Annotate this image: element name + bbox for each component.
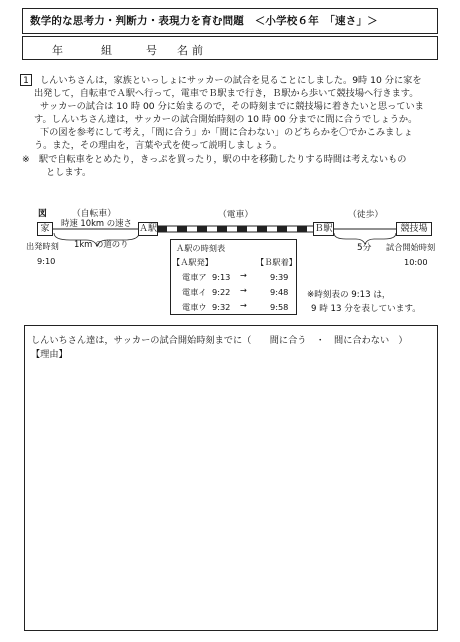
timetable-depart: 9:32 (212, 302, 231, 312)
number-label: 号 (146, 44, 157, 57)
arrow-right-icon: → (240, 285, 247, 295)
timetable-depart: 9:22 (212, 287, 231, 297)
class-label: 組 (101, 44, 112, 57)
question-line-5: 下の図を参考にして考え，「間に合う」か「間に合わない」のどちらかを〇でかこみましょ (40, 127, 413, 138)
page-title: 数学的な思考力・判断力・表現力を育む問題 ＜小学校６年 「速さ」＞ (30, 15, 378, 27)
timetable-col-arrive: 【Ｂ駅着】 (256, 257, 297, 267)
question-line-1: しんいちさんは，家族といっしょにサッカーの試合を見ることにしました。9時 10 分に家を (40, 75, 422, 86)
home-box: 家 (37, 222, 53, 236)
stadium-box: 競技場 (396, 222, 432, 236)
timetable-arrive: 9:48 (270, 287, 289, 297)
arrow-right-icon: → (240, 300, 247, 310)
reason-label: 【理由】 (31, 349, 68, 360)
timetable-col-depart: 【Ａ駅発】 (172, 257, 213, 267)
question-line-4: す。しんいちさん達は，サッカーの試合開始時刻の 10 時 00 分までに間に合うでしょうか。 (34, 114, 418, 125)
timetable-depart: 9:13 (212, 272, 231, 282)
timetable-arrive: 9:58 (270, 302, 289, 312)
bike-title: （自転車） (72, 209, 116, 219)
question-number: 1 (20, 74, 32, 86)
station-a-box: Ａ駅 (139, 224, 158, 234)
note-line-1: ※ 駅で自転車をとめたり，きっぷを買ったり，駅の中を移動したりする時間は考えないもの (22, 154, 407, 165)
depart-label: 出発時刻 (26, 241, 59, 251)
arrow-right-icon: → (240, 270, 247, 280)
timetable-title: Ａ駅の時刻表 (176, 243, 226, 253)
timetable-train: 電車ウ (182, 302, 207, 312)
figure-label: 図 (38, 209, 47, 219)
walk-time: 5分 (357, 243, 372, 253)
question-line-2: 出発して，自転車でＡ駅へ行って，電車でＢ駅まで行き，Ｂ駅から歩いて競技場へ行きます。 (34, 88, 419, 99)
question-line-3: サッカーの試合は 10 時 00 分に始まるので，その時刻までに競技場に着きたいと思っていま (40, 101, 424, 112)
answer-box[interactable] (24, 325, 438, 631)
question-line-6: う。また，その理由を，言葉や式を使って説明しましょう。 (34, 140, 283, 151)
station-b-box: Ｂ駅 (314, 224, 333, 234)
timetable-arrive: 9:39 (270, 272, 289, 282)
answer-prompt: しんいちさん達は，サッカーの試合開始時刻までに（ 間に合う ・ 間に合わない ） (31, 335, 408, 346)
timetable-note-2: 9 時 13 分を表しています。 (311, 304, 421, 314)
train-title: （電車） (218, 210, 254, 220)
depart-time: 9:10 (37, 256, 56, 266)
note-line-2: とします。 (46, 167, 92, 178)
timetable-train: 電車イ (182, 287, 207, 297)
start-time: 10:00 (404, 257, 428, 267)
timetable-note-1: ※時刻表の 9:13 は， (307, 290, 391, 300)
bike-speed: 時速 10km の速さ (61, 218, 132, 228)
start-label: 試合開始時刻 (386, 242, 436, 252)
timetable-train: 電車ア (182, 272, 207, 282)
grade-label: 年 (52, 44, 63, 57)
walk-title: （徒歩） (348, 210, 384, 220)
name-label: 名前 (177, 44, 207, 57)
bike-distance: 1km の道のり (74, 239, 129, 249)
